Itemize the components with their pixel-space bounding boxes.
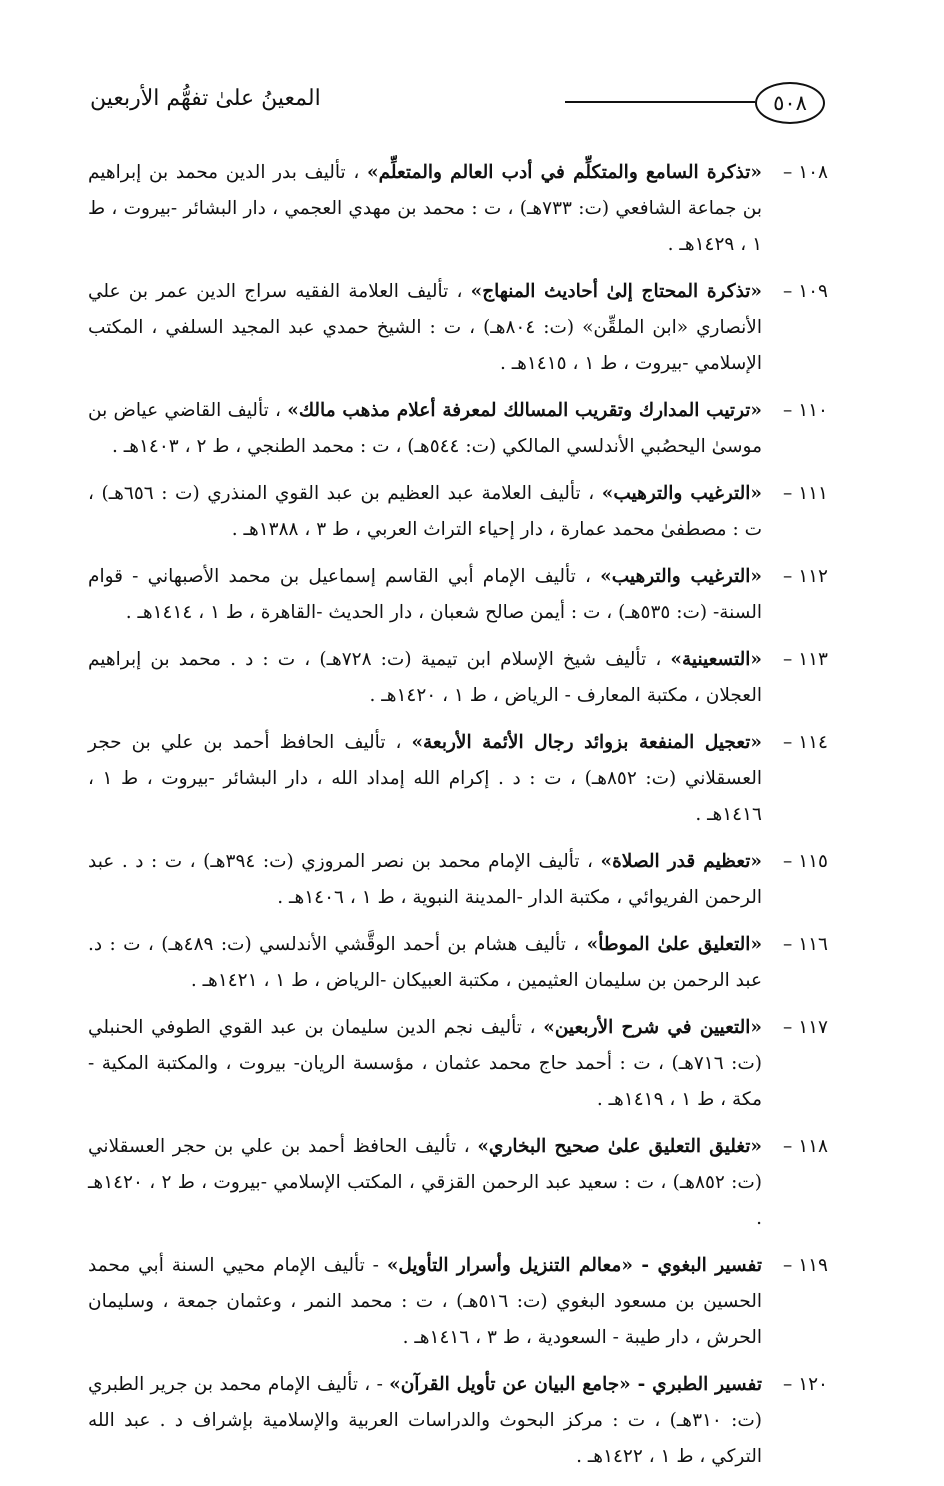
page-number: ٥٠٨ [755,82,825,124]
bibliography-entry [88,1248,828,1356]
entry-details: ، تأليف الإمام محمد بن نصر المروزي (ت: ٣٩٤هـ) ، ت : د . عبد الرحمن الفريوائي ، مكتبة الدار -المدينة النبوية ، ط ١ ، ١٤٠٦هـ . [88,851,762,908]
bibliography-entry [88,1129,828,1237]
entry-details: ، تأليف بدر الدين محمد بن إبراهيم بن جماعة الشافعي (ت: ٧٣٣هـ) ، ت : محمد بن مهدي العجمي ، دار البشائر -بيروت ، ط ١ ، ١٤٢٩هـ . [88,162,762,255]
entry-title: «التسعينية» [670,649,762,670]
entry-number: ١٢٠ – [783,1374,828,1395]
entry-details: - تأليف الإمام محيي السنة أبي محمد الحسين بن مسعود البغوي (ت: ٥١٦هـ) ، ت : محمد النمر ، وعثمان جمعة ، وسليمان الحرش ، دار طيبة - السعودية ، ط ٣ ، ١٤١٦هـ . [88,1255,763,1348]
entry-details: - ، تأليف الإمام محمد بن جرير الطبري (ت: ٣١٠هـ) ، ت : مركز البحوث والدراسات العربية والإسلامية بإشراف د . عبد الله التركي ، ط ١ ، ١٤٢٢هـ . [88,1374,763,1467]
bibliography-entry [88,844,828,916]
entry-number: ١١٤ – [783,732,828,753]
bibliography-entry [88,1367,828,1475]
entry-number: ١١٦ – [783,934,828,955]
entry-number: ١١٢ – [783,566,828,587]
entry-number: ١١٩ – [783,1255,828,1276]
page-header [90,82,825,128]
bibliography-entry [88,155,828,263]
entry-title: «تذكرة السامع والمتكلِّم في أدب العالم والمتعلِّم» [367,162,762,183]
entry-title: تفسير الطبري - «جامع البيان عن تأويل القرآن» [389,1374,762,1395]
entry-details: ، تأليف الحافظ أحمد بن علي بن حجر العسقلاني (ت: ٨٥٢هـ) ، ت : سعيد عبد الرحمن القزقي ، المكتب الإسلامي -بيروت ، ط ٢ ، ١٤٢٠هـ . [88,1136,762,1229]
entry-number: ١١٧ – [783,1017,828,1038]
entry-title: «التعليق علىٰ الموطأ» [586,934,763,955]
entry-title: «تذكرة المحتاج إلىٰ أحاديث المنهاج» [470,281,762,302]
bibliography-entry [88,927,828,999]
entry-title: «تغليق التعليق علىٰ صحيح البخاري» [477,1136,762,1157]
entry-title: تفسير البغوي - «معالم التنزيل وأسرار التأويل» [386,1255,762,1276]
bibliography-entry [88,1010,828,1118]
running-title: المعينُ علىٰ تفهُّم الأربعين [90,86,321,111]
bibliography-entry [88,274,828,382]
bibliography-entry [88,476,828,548]
bibliography-entry [88,393,828,465]
bibliography-entry [88,559,828,631]
entry-number: ١١١ – [783,483,828,504]
bibliography-entry [88,725,828,833]
entry-details: ، تأليف الحافظ أحمد بن علي بن حجر العسقلاني (ت: ٨٥٢هـ) ، ت : د . إكرام الله إمداد الله ، دار البشائر -بيروت ، ط ١ ، ١٤١٦هـ . [88,732,762,825]
entry-number: ١١٠ – [783,400,828,421]
entry-number: ١١٨ – [783,1136,828,1157]
entry-title: «تعظيم قدر الصلاة» [600,851,762,872]
bibliography-list [88,155,828,1486]
entry-number: ١١٣ – [783,649,828,670]
entry-title: «تعجيل المنفعة بزوائد رجال الأئمة الأربعة» [411,732,762,753]
entry-details: ، تأليف هشام بن أحمد الوقَّشي الأندلسي (ت: ٤٨٩هـ) ، ت : د. عبد الرحمن بن سليمان العثيمين ، مكتبة العبيكان -الرياض ، ط ١ ، ١٤٢١هـ . [88,934,762,991]
entry-details: ، تأليف العلامة عبد العظيم بن عبد القوي المنذري (ت : ٦٥٦هـ) ، ت : مصطفىٰ محمد عمارة ، دار إحياء التراث العربي ، ط ٣ ، ١٣٨٨هـ . [88,483,762,540]
entry-details: ، تأليف نجم الدين سليمان بن عبد القوي الطوفي الحنبلي (ت: ٧١٦هـ) ، ت : أحمد حاج محمد عثمان ، مؤسسة الريان- بيروت ، والمكتبة المكية - مكة ، ط ١ ، ١٤١٩هـ . [88,1017,762,1110]
header-rule [565,101,755,103]
entry-number: ١٠٩ – [783,281,828,302]
entry-title: «ترتيب المدارك وتقريب المسالك لمعرفة أعلام مذهب مالك» [287,400,762,421]
entry-title: «الترغيب والترهيب» [600,566,762,587]
entry-title: «الترغيب والترهيب» [601,483,762,504]
entry-details: ، تأليف الإمام أبي القاسم إسماعيل بن محمد الأصبهاني - قوام السنة- (ت: ٥٣٥هـ) ، ت : أيمن صالح شعبان ، دار الحديث -القاهرة ، ط ١ ، ١٤١٤هـ . [88,566,762,623]
entry-details: ، تأليف شيخ الإسلام ابن تيمية (ت: ٧٢٨هـ) ، ت : د . محمد بن إبراهيم العجلان ، مكتبة المعارف - الرياض ، ط ١ ، ١٤٢٠هـ . [88,649,762,706]
entry-title: «التعيين في شرح الأربعين» [543,1017,762,1038]
entry-details: ، تأليف العلامة الفقيه سراج الدين عمر بن علي الأنصاري «ابن الملقِّن» (ت: ٨٠٤هـ) ، ت : الشيخ حمدي عبد المجيد السلفي ، المكتب الإسلامي -بيروت ، ط ١ ، ١٤١٥هـ . [88,281,763,374]
entry-number: ١٠٨ – [783,162,828,183]
bibliography-entry [88,642,828,714]
entry-number: ١١٥ – [783,851,828,872]
entry-details: ، تأليف القاضي عياض بن موسىٰ اليحصُبي الأندلسي المالكي (ت: ٥٤٤هـ) ، ت : محمد الطنجي ، ط ٢ ، ١٤٠٣هـ . [88,400,762,457]
